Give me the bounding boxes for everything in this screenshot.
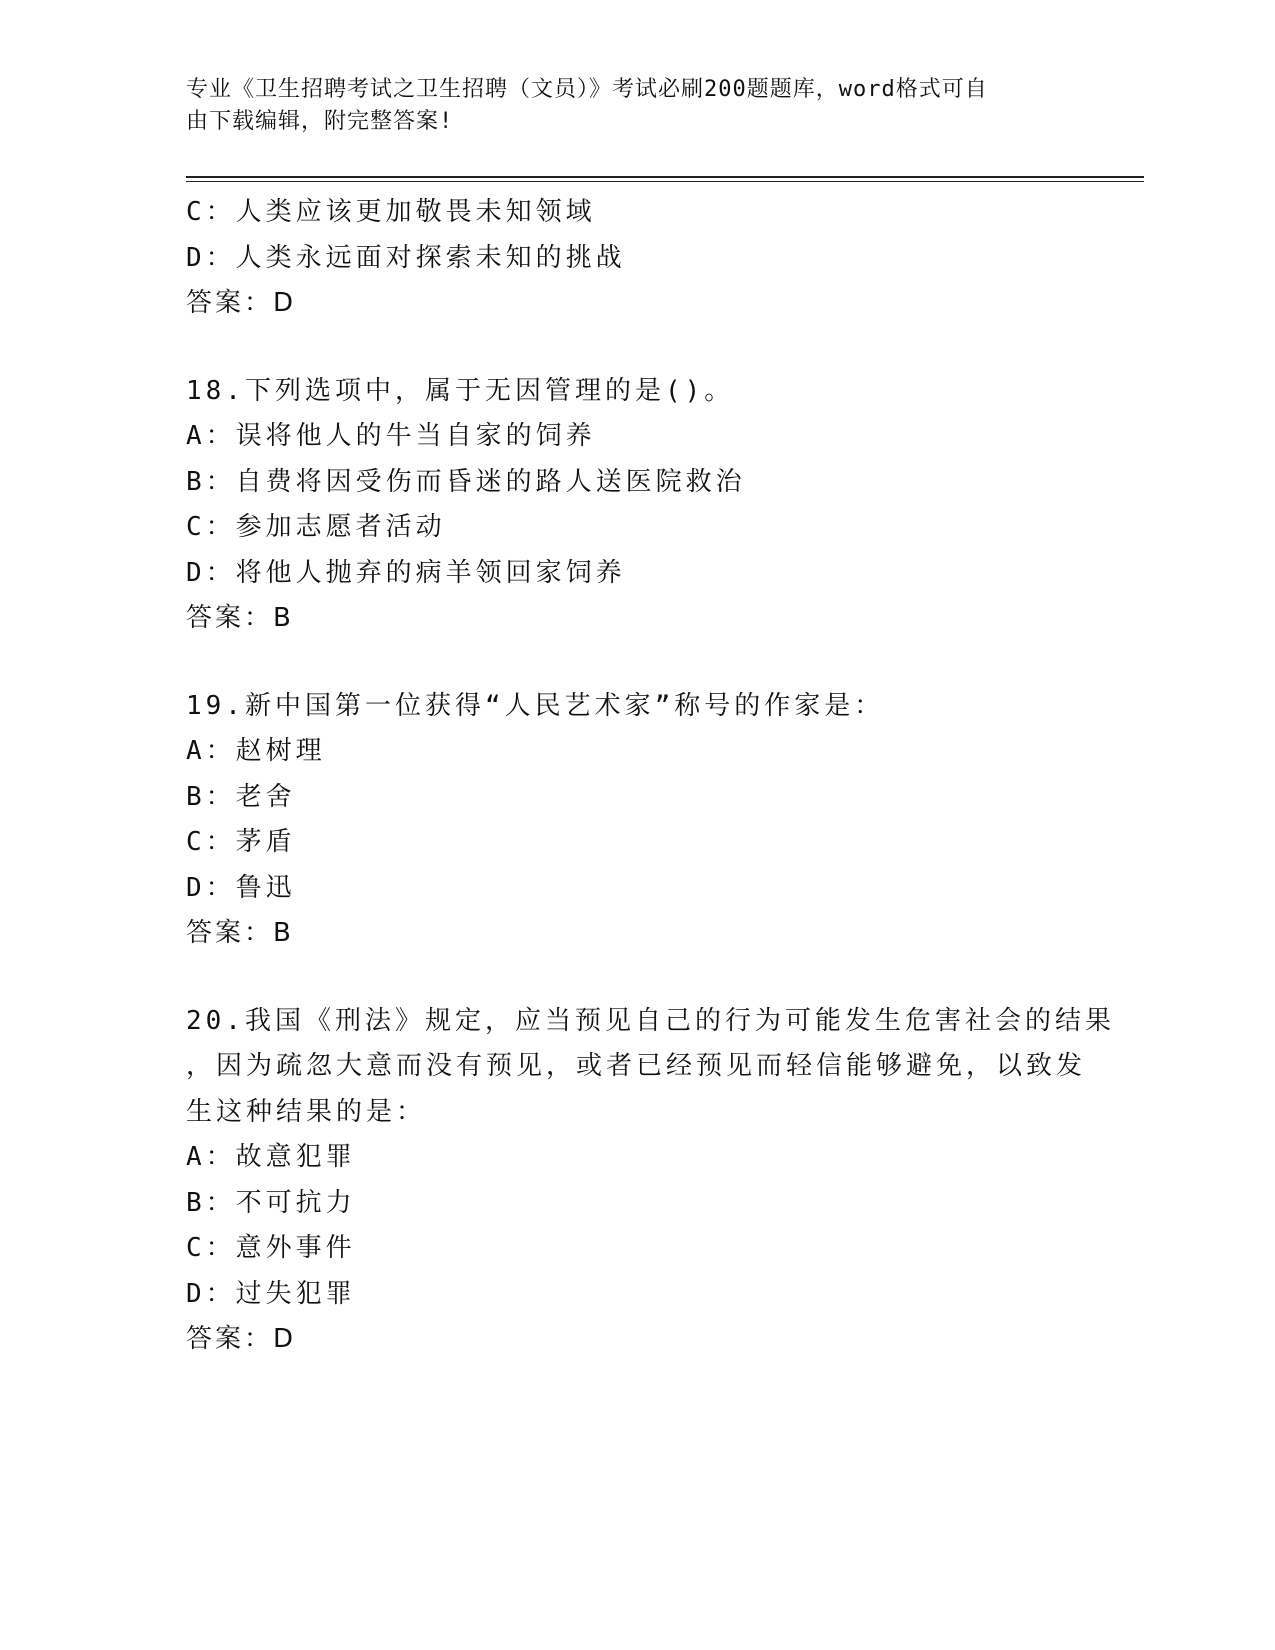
answer-line: 答案：D: [186, 1324, 297, 1354]
option-d: D：人类永远面对探索未知的挑战: [186, 242, 626, 273]
header-divider-thick: [186, 176, 1144, 178]
option-d: D：过失犯罪: [186, 1278, 356, 1309]
header-line-2: 由下载编辑，附完整答案!: [186, 109, 454, 134]
header-line-1: 专业《卫生招聘考试之卫生招聘（文员）》考试必刷200题题库，word格式可自: [186, 77, 988, 102]
question-spacer: [186, 327, 1086, 369]
header-divider-thin: [186, 181, 1144, 182]
answer-line: 答案：D: [186, 288, 297, 318]
option-d: D：将他人抛弃的病羊领回家饲养: [186, 557, 626, 588]
option-a: A：误将他人的牛当自家的饲养: [186, 421, 596, 451]
option-c: C：参加志愿者活动: [186, 512, 446, 542]
option-b: B：自费将因受伤而昏迷的路人送医院救治: [186, 466, 746, 497]
document-header: [186, 74, 1066, 138]
option-b: B：不可抗力: [186, 1187, 356, 1218]
option-a: A：故意犯罪: [186, 1142, 356, 1172]
question-spacer: [186, 957, 1086, 999]
option-b: B：老舍: [186, 781, 296, 812]
question-20: [186, 999, 1115, 1363]
question-list: [186, 190, 1115, 1363]
question-stem-line-3: 生这种结果的是：: [186, 1096, 427, 1127]
option-c: C：茅盾: [186, 827, 296, 857]
question-stem-line-1: 20.我国《刑法》规定，应当预见自己的行为可能发生危害社会的结果: [186, 1005, 1115, 1036]
question-18: [186, 369, 1086, 642]
question-spacer: [186, 642, 1086, 684]
option-c: C：人类应该更加敬畏未知领域: [186, 197, 596, 227]
option-d: D：鲁迅: [186, 872, 296, 903]
question-19: [186, 684, 1086, 957]
option-a: A：赵树理: [186, 736, 326, 766]
question-stem: 18.下列选项中，属于无因管理的是()。: [186, 375, 735, 406]
answer-line: 答案：B: [186, 603, 294, 633]
question-stem-line-2: ，因为疏忽大意而没有预见，或者已经预见而轻信能够避免，以致发: [186, 1051, 1087, 1081]
option-c: C：意外事件: [186, 1233, 356, 1263]
question-stem: 19.新中国第一位获得“人民艺术家”称号的作家是：: [186, 690, 885, 721]
answer-line: 答案：B: [186, 918, 294, 948]
question-17-tail: [186, 190, 1086, 327]
